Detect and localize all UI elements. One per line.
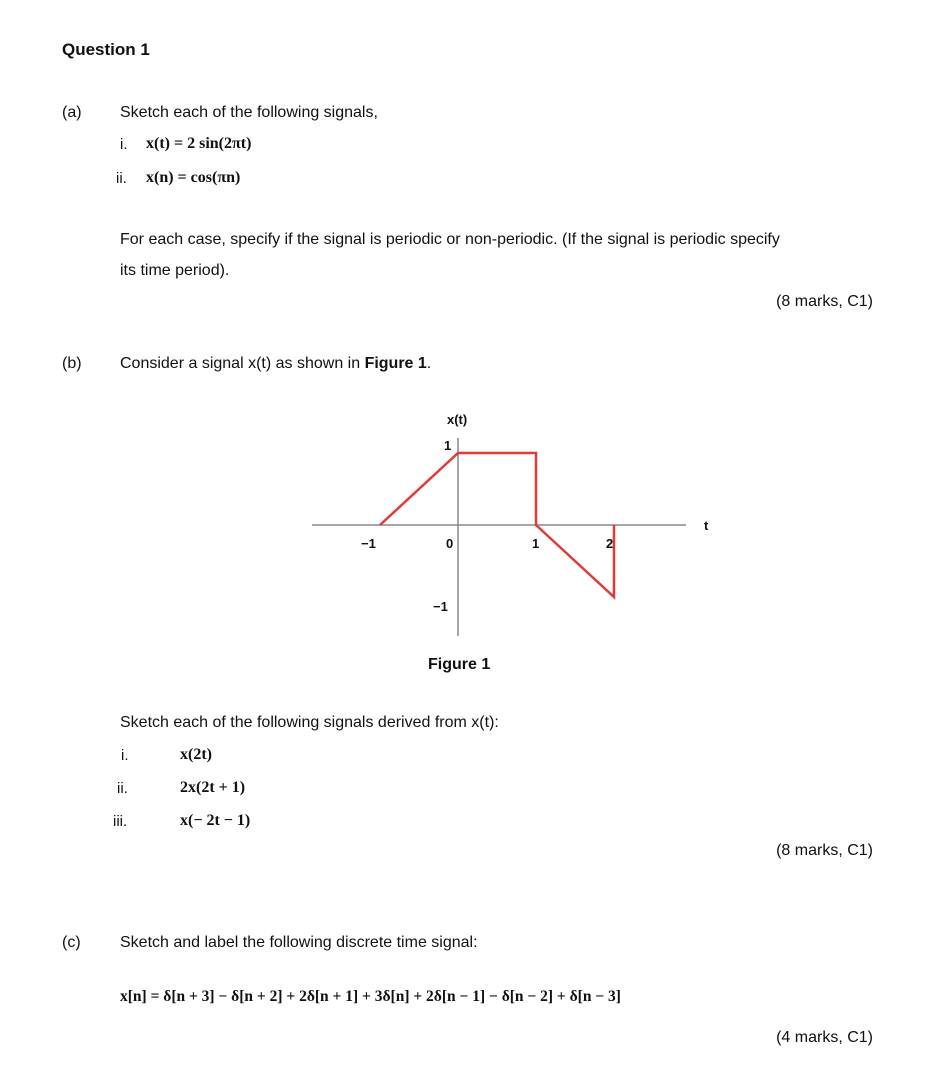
x-tick-minus-1: −1 (361, 536, 376, 551)
x-tick-2: 2 (606, 536, 614, 551)
x-tick-1: 1 (532, 536, 540, 551)
x-tick-0: 0 (446, 536, 454, 551)
part-c-intro: Sketch and label the following discrete time signal: (120, 934, 478, 951)
part-b-intro-prefix: Consider a signal x(t) as shown in (120, 355, 365, 372)
part-a-intro: Sketch each of the following signals, (120, 104, 378, 121)
part-c-marks: (4 marks, C1) (776, 1029, 873, 1046)
part-a-item-num: i. (120, 136, 128, 153)
y-tick-1: 1 (444, 438, 452, 453)
part-b-sketch-intro: Sketch each of the following signals derived from x(t): (120, 714, 499, 731)
part-c-label: (c) (62, 934, 81, 951)
part-b-item-expr: x(− 2t − 1) (180, 812, 251, 829)
part-a-marks: (8 marks, C1) (776, 293, 873, 310)
part-a-item-num: ii. (116, 170, 127, 187)
part-b-intro-suffix: . (426, 355, 432, 372)
question-title: Question 1 (62, 40, 150, 59)
part-a-instruction-line2: its time period). (120, 262, 230, 279)
part-a-instruction-line1: For each case, specify if the signal is periodic or non-periodic. (If the signal is periodic specify (120, 231, 780, 248)
figure-reference: Figure 1 (364, 355, 427, 372)
y-axis-label: x(t) (447, 412, 468, 427)
part-a-item-expr: x(n) = cos(πn) (146, 169, 241, 186)
part-b-label: (b) (62, 355, 82, 372)
part-b-item-num: i. (121, 747, 129, 764)
part-c-equation: x[n] = δ[n + 3] − δ[n + 2] + 2δ[n + 1] + 3δ[n] + 2δ[n − 1] − δ[n − 2] + δ[n − 3] (120, 988, 621, 1005)
figure-caption: Figure 1 (428, 656, 491, 673)
part-a-label: (a) (62, 104, 82, 121)
part-b-item-num: ii. (117, 780, 128, 797)
part-b-item-expr: x(2t) (180, 746, 212, 763)
part-b-item-num: iii. (113, 813, 128, 830)
x-axis-label: t (704, 518, 709, 533)
y-tick-minus-1: −1 (433, 599, 448, 614)
part-b-item-expr: 2x(2t + 1) (180, 779, 246, 796)
part-b-marks: (8 marks, C1) (776, 842, 873, 859)
part-a-item-expr: x(t) = 2 sin(2πt) (146, 135, 252, 152)
